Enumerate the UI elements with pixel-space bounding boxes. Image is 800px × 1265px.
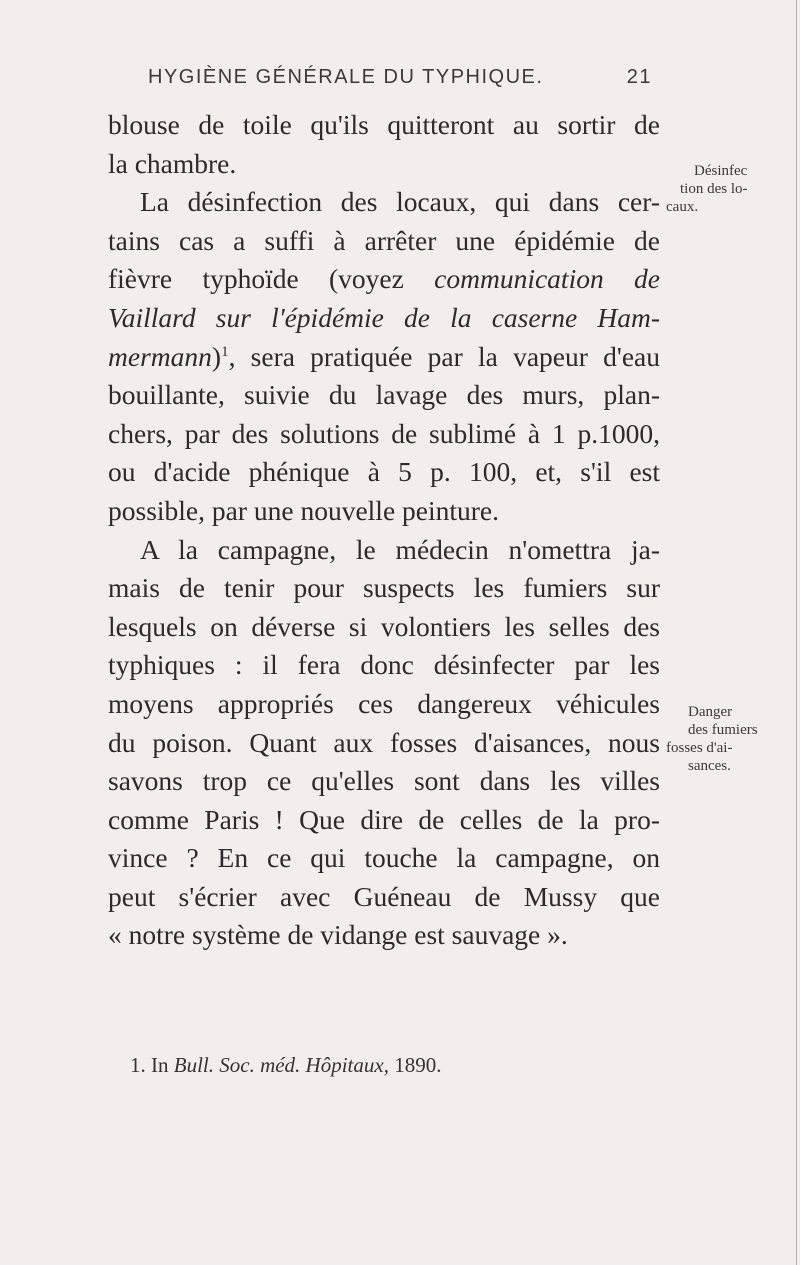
text-segment: , sera pratiquée par la vapeur d'eau	[228, 340, 660, 372]
text-line: La désinfection des locaux, qui dans cer-	[140, 186, 660, 218]
footnote-number: 1.	[130, 1053, 146, 1077]
italic-reference: mermann	[108, 340, 212, 372]
footnote-marker: 1	[221, 343, 229, 360]
page-number: 21	[626, 66, 652, 88]
italic-reference: Vaillard sur l'épidémie de la caserne Ham-	[108, 301, 660, 333]
footnote-source: Bull. Soc. méd. Hôpitaux	[173, 1053, 384, 1077]
text-line: chers, par des solutions de sublimé à 1 p.1000,	[108, 417, 660, 449]
text-line	[108, 299, 660, 338]
text-line: vince ? En ce qui touche la campagne, on	[108, 842, 660, 874]
text-line: « notre système de vidange est sauvage ».	[108, 919, 568, 951]
text-line: savons trop ce qu'elles sont dans les villes	[108, 765, 660, 797]
footnote-year: , 1890.	[383, 1053, 442, 1077]
text-line: ou d'acide phénique à 5 p. 100, et, s'il est	[108, 456, 660, 488]
text-line: moyens appropriés ces dangereux véhicules	[108, 687, 660, 719]
margin-note-line: Désinfec	[694, 163, 748, 179]
text-line: blouse de toile qu'ils quitteront au sortir de	[108, 109, 660, 140]
text-line: typhiques : il fera donc désinfecter par les	[108, 649, 660, 681]
margin-note-line: tion des lo-	[680, 181, 748, 197]
text-line: possible, par une nouvelle peinture.	[108, 494, 500, 526]
margin-note-line: sances.	[688, 758, 731, 774]
main-text	[108, 106, 660, 955]
text-line: du poison. Quant aux fosses d'aisances, nous	[108, 726, 660, 758]
text-line	[108, 260, 660, 299]
text-line: lesquels on déverse si volontiers les selles des	[108, 610, 660, 642]
margin-note-line: Danger	[688, 704, 733, 720]
text-line	[108, 338, 660, 377]
margin-note-danger	[666, 703, 796, 775]
running-header	[148, 66, 652, 89]
text-line: tains cas a suffi à arrêter une épidémie de	[108, 224, 660, 256]
margin-note-line: des fumiers	[688, 722, 758, 738]
footnote	[130, 1053, 441, 1078]
margin-note-line: fosses d'ai-	[666, 740, 733, 756]
text-segment: fièvre typhoïde (voyez	[108, 263, 435, 295]
text-segment: )	[211, 340, 222, 372]
running-title: HYGIÈNE GÉNÉRALE DU TYPHIQUE.	[148, 66, 544, 88]
footnote-prefix: In	[151, 1053, 174, 1077]
text-line: la chambre.	[108, 147, 237, 179]
margin-note-line: caux.	[666, 199, 699, 215]
margin-note-desinfection	[666, 162, 796, 216]
page-edge-line	[796, 0, 797, 1265]
text-line: bouillante, suivie du lavage des murs, plan-	[108, 379, 660, 411]
italic-reference: communication de	[434, 263, 660, 295]
text-line: peut s'écrier avec Guéneau de Mussy que	[108, 880, 660, 912]
text-line: comme Paris ! Que dire de celles de la pro-	[108, 803, 660, 835]
text-line: A la campagne, le médecin n'omettra ja-	[140, 533, 660, 565]
text-line: mais de tenir pour suspects les fumiers sur	[108, 572, 660, 604]
